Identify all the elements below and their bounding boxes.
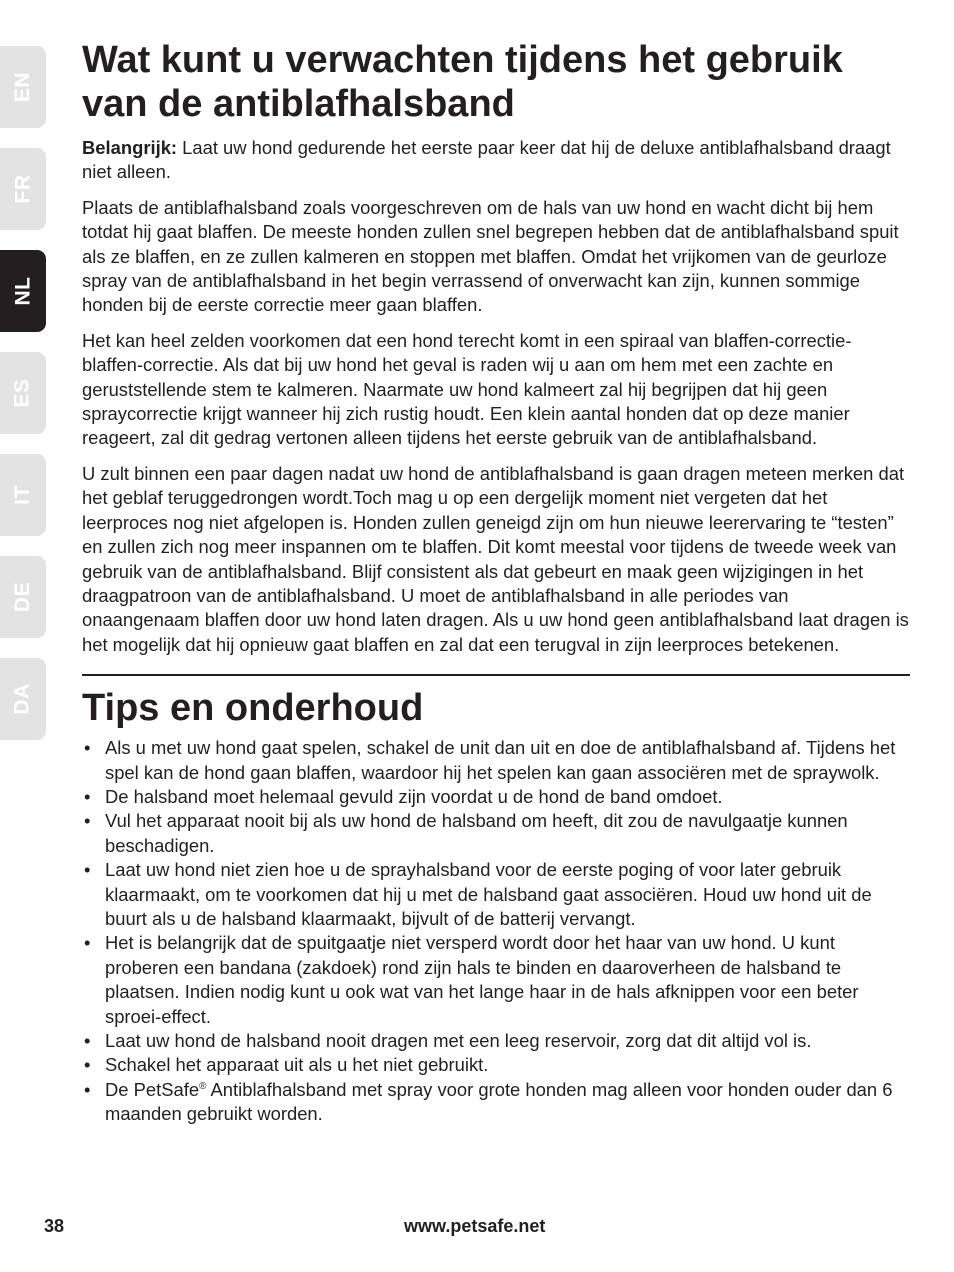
list-item: • Laat uw hond de halsband nooit dragen met een leeg reservoir, zorg dat dit altijd vol is. [82, 1029, 910, 1053]
lang-tab-it[interactable] [0, 454, 46, 536]
lang-tab-en[interactable] [0, 46, 46, 128]
tip-text-after: Antiblafhalsband met spray voor grote honden mag alleen voor honden ouder dan 6 maanden gebruikt worden. [105, 1078, 893, 1125]
list-item: • Als u met uw hond gaat spelen, schakel de unit dan uit en doe de antiblafhalsband af. Tijdens het spel kan de hond gaan blaffen, waardoor hij het spelen kan gaan associëren met de spraywolk. [82, 736, 910, 785]
lang-tab-label: ES [10, 378, 34, 408]
list-item: • Laat uw hond niet zien hoe u de sprayhalsband voor de eerste poging of voor later gebruik klaarmaakt, om te voorkomen dat hij u met de halsband gaat associëren. Houd uw hond uit de buurt als u de halsband klaarmaakt, bijvult of de batterij vervangt. [82, 858, 910, 931]
tip-text-before: De PetSafe [105, 1078, 200, 1100]
paragraph-3: U zult binnen een paar dagen nadat uw hond de antiblafhalsband is gaan dragen meteen merken dat het geblaf teruggedrongen wordt.Toch mag u op een dergelijk moment niet vergeten dat het leerproces nog niet afgelopen is. Honden zullen geneigd zijn om hun nieuwe leerervaring te “testen” en zullen zich nog meer inspannen om te blaffen. Dit komt meestal voor tijdens de tweede week van gebruik van de antiblafhalsband. Blijf consistent als dat gebeurt en maak geen wijzigingen in het draagpatroon van de antiblafhalsband. U moet de antiblafhalsband in alle periodes van onaangenaam blaffen door uw hond laten dragen. Als u uw hond geen antiblafhalsband laat dragen is het mogelijk dat hij opnieuw gaat blaffen en zal dat een terugval in zijn leerproces betekenen. [82, 462, 909, 655]
page-title-line1: Wat kunt u verwachten tijdens het gebruik [82, 39, 843, 81]
page-content [82, 38, 910, 1127]
list-item: • De halsband moet helemaal gevuld zijn voordat u de hond de band omdoet. [82, 785, 910, 809]
tips-list [82, 736, 910, 1127]
lang-tab-label: FR [11, 174, 34, 204]
footer-url-link[interactable]: www.petsafe.net [404, 1216, 546, 1236]
lang-tab-label: NL [11, 276, 34, 306]
list-item: • Het is belangrijk dat de spuitgaatje niet versperd wordt door het haar van uw hond. U kunt proberen een bandana (zakdoek) rond zijn hals te binden en daaroverheen de halsband te plaatsen. Indien nodig kunt u ook wat van het lange haar in de hals afknippen voor een beter sproei-effect. [82, 931, 910, 1029]
page-title [82, 38, 910, 126]
lang-tab-da[interactable] [0, 658, 46, 740]
lang-tab-de[interactable] [0, 556, 46, 638]
lang-tab-fr[interactable] [0, 148, 46, 230]
page-title-line2: van de antiblafhalsband [82, 83, 515, 125]
page-footer [0, 1216, 954, 1242]
lang-tab-label: IT [10, 485, 34, 505]
lang-tab-nl[interactable] [0, 250, 46, 332]
important-label: Belangrijk: [82, 137, 178, 158]
page-number: 38 [44, 1216, 65, 1236]
lang-tab-label: DA [11, 683, 34, 715]
section-divider [82, 674, 910, 676]
list-item [82, 1078, 910, 1127]
important-text: Laat uw hond gedurende het eerste paar keer dat hij de deluxe antiblafhalsband draagt niet alleen. [82, 137, 891, 183]
list-item: • Vul het apparaat nooit bij als uw hond de halsband om heeft, dit zou de navulgaatje kunnen beschadigen. [82, 809, 910, 858]
lang-tab-label: DE [11, 581, 34, 613]
lang-tab-es[interactable] [0, 352, 46, 434]
registered-mark: ® [199, 1080, 207, 1092]
paragraph-2: Het kan heel zelden voorkomen dat een hond terecht komt in een spiraal van blaffen-correctie-blaffen-correctie. Als dat bij uw hond het geval is raden wij u aan om hem met een zachte en geruststellende stem te kalmeren. Naarmate uw hond kalmeert zal hij begrijpen dat hij geen spraycorrectie krijgt wanneer hij zich rustig houdt. Een klein aantal honden dat op deze manier reageert, zal dit gedrag vertonen alleen tijdens het eerste gebruik van de antiblafhalsband. [82, 329, 852, 449]
section-title-tips: Tips en onderhoud [82, 687, 424, 730]
important-note [82, 136, 910, 185]
list-item: • Schakel het apparaat uit als u het niet gebruikt. [82, 1053, 910, 1077]
paragraph-1: Plaats de antiblafhalsband zoals voorgeschreven om de hals van uw hond en wacht dicht bij hem totdat hij gaat blaffen. De meeste honden zullen snel begrepen hebben dat de antiblafhalsband spuit als ze blaffen, en ze zullen kalmeren en stoppen met blaffen. Omdat het vrijkomen van de geurloze spray van de antiblafhalsband in het begin verrassend of onverwacht kan zijn, kunnen sommige honden bij de eerste correctie meer gaan blaffen. [82, 196, 899, 316]
lang-tab-label: EN [11, 71, 34, 103]
